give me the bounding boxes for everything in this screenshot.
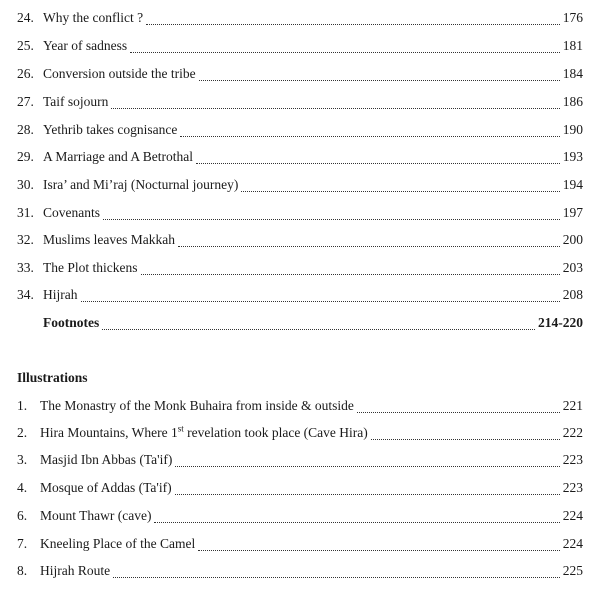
entry-title: Mount Thawr (cave)	[40, 508, 152, 523]
dot-leader	[113, 576, 560, 578]
entry-number: 8.	[17, 563, 28, 578]
entry-number: 28.	[17, 122, 34, 137]
entry-number: 30.	[17, 177, 34, 192]
entry-page: 223	[562, 452, 583, 467]
illustration-entry	[17, 563, 583, 583]
illustration-entry	[17, 480, 583, 500]
entry-title: Hijrah Route	[40, 563, 111, 578]
entry-number: 3.	[17, 452, 28, 467]
dot-leader	[146, 23, 560, 25]
dot-leader	[180, 135, 559, 137]
dot-leader	[175, 493, 560, 495]
entry-number: 4.	[17, 480, 28, 495]
entry-title: The Monastry of the Monk Buhaira from inside & outside	[40, 398, 354, 413]
entry-title: Footnotes	[43, 315, 100, 330]
dot-leader	[175, 465, 559, 467]
dot-leader	[196, 162, 560, 164]
illustration-entry	[17, 452, 583, 472]
entry-number: 25.	[17, 38, 34, 53]
dot-leader	[102, 328, 535, 330]
entry-page: 214-220	[538, 315, 583, 330]
entry-number: 1.	[17, 398, 28, 413]
entry-title: The Plot thickens	[43, 260, 138, 275]
illustration-entry	[17, 536, 583, 556]
entry-number: 33.	[17, 260, 34, 275]
toc-entry	[17, 287, 583, 307]
toc-entry	[17, 177, 583, 197]
dot-leader	[241, 190, 559, 192]
entry-number: 7.	[17, 536, 28, 551]
entry-page: 225	[562, 563, 583, 578]
entry-title: Conversion outside the tribe	[43, 66, 196, 81]
entry-title-part: Hira Mountains, Where 1	[40, 425, 178, 440]
entry-number: 31.	[17, 205, 34, 220]
entry-title: Masjid Ibn Abbas (Ta'if)	[40, 452, 173, 467]
entry-title: Hijrah	[43, 287, 78, 302]
toc-entry	[17, 205, 583, 225]
entry-title: Muslims leaves Makkah	[43, 232, 175, 247]
entry-page: 223	[562, 480, 583, 495]
toc-entry	[17, 122, 583, 142]
dot-leader	[154, 521, 559, 523]
dot-leader	[371, 438, 560, 440]
entry-page: 194	[562, 177, 583, 192]
entry-page: 222	[562, 425, 583, 440]
entry-number: 29.	[17, 149, 34, 164]
entry-page: 193	[562, 149, 583, 164]
entry-page: 203	[562, 260, 583, 275]
toc-entry	[17, 149, 583, 169]
toc-entry-footnotes	[43, 315, 583, 335]
entry-page: 208	[562, 287, 583, 302]
toc-entry	[17, 94, 583, 114]
entry-title: Why the conflict ?	[43, 10, 144, 25]
entry-number: 26.	[17, 66, 34, 81]
dot-leader	[178, 245, 560, 247]
ordinal-superscript: st	[177, 423, 184, 434]
toc-entry	[17, 232, 583, 252]
toc-entry	[17, 10, 583, 30]
entry-page: 224	[562, 536, 583, 551]
entry-number: 34.	[17, 287, 34, 302]
entry-title: A Marriage and A Betrothal	[43, 149, 193, 164]
entry-page: 197	[562, 205, 583, 220]
entry-page: 190	[562, 122, 583, 137]
toc-entry	[17, 260, 583, 280]
toc-entry	[17, 66, 583, 86]
dot-leader	[103, 218, 560, 220]
entry-number: 32.	[17, 232, 34, 247]
entry-page: 176	[562, 10, 583, 25]
dot-leader	[357, 411, 560, 413]
illustrations-heading: Illustrations	[17, 370, 88, 385]
entry-page: 181	[562, 38, 583, 53]
illustration-entry	[17, 508, 583, 528]
entry-page: 224	[562, 508, 583, 523]
entry-title: Covenants	[43, 205, 100, 220]
dot-leader	[141, 273, 560, 275]
entry-title	[40, 425, 368, 441]
entry-title: Year of sadness	[43, 38, 128, 53]
dot-leader	[199, 79, 560, 81]
entry-title: Isra’ and Mi’raj (Nocturnal journey)	[43, 177, 239, 192]
dot-leader	[130, 51, 560, 53]
entry-number: 2.	[17, 425, 28, 440]
entry-title: Yethrib takes cognisance	[43, 122, 178, 137]
dot-leader	[198, 549, 560, 551]
entry-page: 186	[562, 94, 583, 109]
entry-title-part: revelation took place (Cave Hira)	[183, 425, 368, 440]
toc-entry	[17, 38, 583, 58]
entry-page: 221	[562, 398, 583, 413]
entry-title: Mosque of Addas (Ta'if)	[40, 480, 172, 495]
illustration-entry	[17, 425, 583, 445]
dot-leader	[111, 107, 559, 109]
entry-number: 27.	[17, 94, 34, 109]
entry-page: 200	[562, 232, 583, 247]
entry-title: Kneeling Place of the Camel	[40, 536, 196, 551]
entry-number: 6.	[17, 508, 28, 523]
entry-page: 184	[562, 66, 583, 81]
entry-number: 24.	[17, 10, 34, 25]
illustration-entry	[17, 398, 583, 418]
entry-title: Taif sojourn	[43, 94, 109, 109]
dot-leader	[81, 300, 560, 302]
